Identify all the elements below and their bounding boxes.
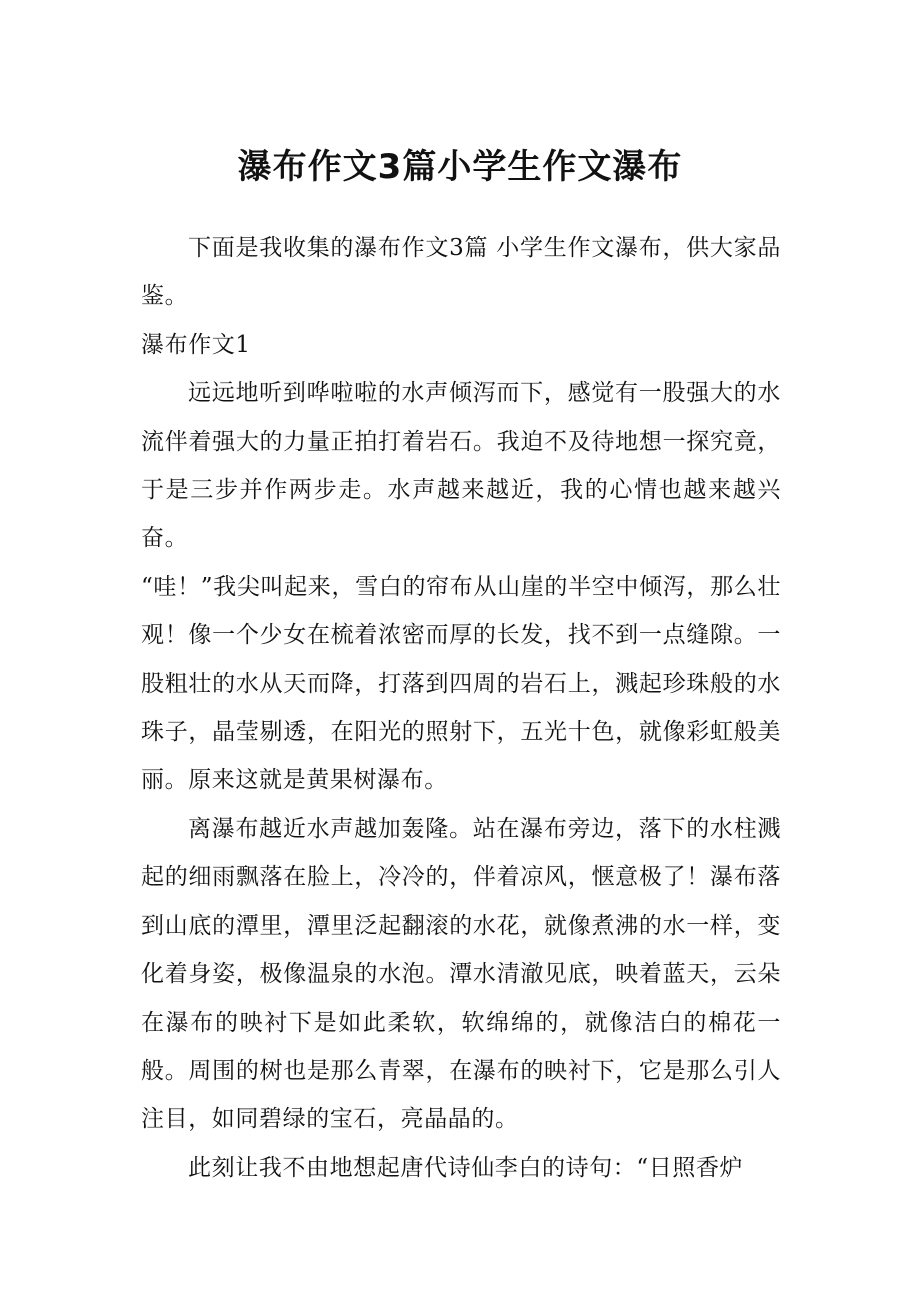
body-paragraph: 远远地听到哗啦啦的水声倾泻而下，感觉有一股强大的水流伴着强大的力量正拍打着岩石。我迫不及待地想一探究竟，于是三步并作两步走。水声越来越近，我的心情也越来越兴奋。 — [141, 380, 781, 552]
body-paragraph: 离瀑布越近水声越加轰隆。站在瀑布旁边，落下的水柱溅起的细雨飘落在脸上，冷冷的，伴着凉风，惬意极了！瀑布落到山底的潭里，潭里泛起翻滚的水花，就像煮沸的水一样，变化着身姿，极像温泉的水泡。潭水清澈见底，映着蓝天，云朵在瀑布的映衬下是如此柔软，软绵绵的，就像洁白的棉花一般。周围的树也是那么青翠，在瀑布的映衬下，它是那么引人注目，如同碧绿的宝石，亮晶晶的。 — [141, 815, 781, 1133]
section-heading: 瀑布作文1 — [141, 331, 251, 358]
body-paragraph: “哇！”我尖叫起来，雪白的帘布从山崖的半空中倾泻，那么壮观！像一个少女在梳着浓密而厚的长发，找不到一点缝隙。一股粗壮的水从天而降，打落到四周的岩石上，溅起珍珠般的水珠子，晶莹剔透，在阳光的照射下，五光十色，就像彩虹般美丽。原来这就是黄果树瀑布。 — [141, 573, 781, 794]
body-paragraph: 此刻让我不由地想起唐代诗仙李白的诗句：“日照香炉 — [188, 1154, 744, 1181]
intro-paragraph: 下面是我收集的瀑布作文3篇 小学生作文瀑布，供大家品鉴。 — [141, 235, 781, 310]
document-title: 瀑布作文3篇小学生作文瀑布 — [237, 147, 683, 187]
document-body — [141, 224, 781, 1192]
